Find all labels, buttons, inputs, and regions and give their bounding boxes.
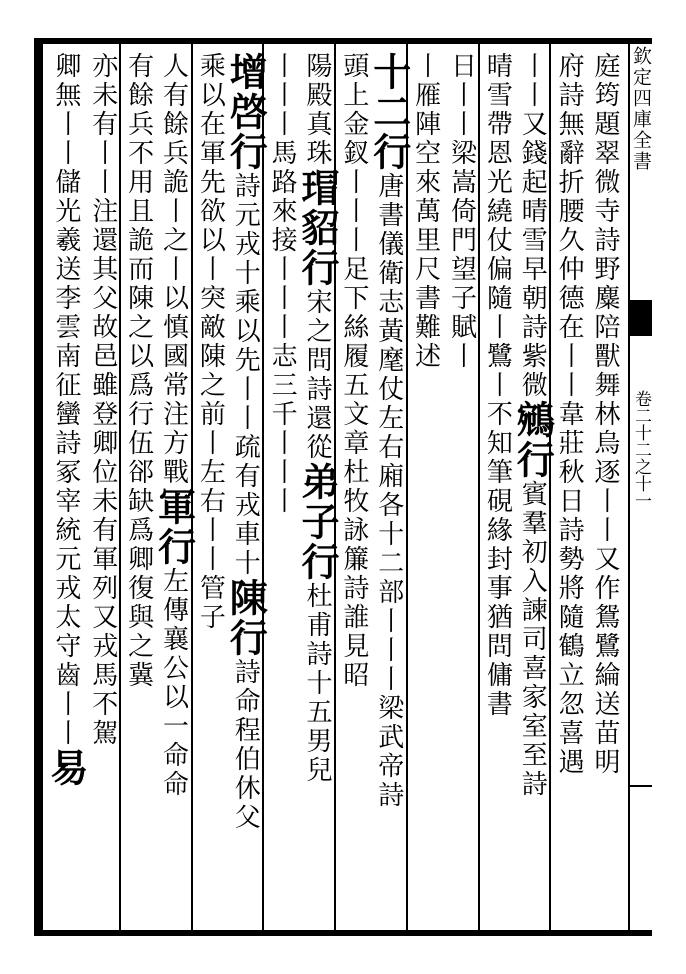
text-segment: 杜甫詩十五男兒 — [302, 582, 332, 785]
text-column — [223, 52, 269, 922]
text-column — [151, 52, 197, 922]
text-segment: 宋之問詩還從 — [302, 288, 332, 462]
text-column — [192, 52, 228, 922]
text-segment: 日丨丨梁嵩倚門望子賦丨 — [446, 52, 477, 371]
fold-divider — [628, 785, 652, 787]
heading-word: 增 — [223, 52, 269, 92]
text-column — [586, 52, 622, 922]
text-segment: 志三千丨丨丨 — [267, 342, 298, 516]
text-segment: 卿無丨丨儲光羲送李雲南征蠻詩冢宰統元戎太守齒丨丨 — [50, 52, 81, 748]
heading-word: 弟 — [295, 462, 340, 502]
text-segment: 人有餘兵詭丨之丨以慎國常注方戰 — [158, 52, 189, 487]
heading-word: 貂行 — [295, 208, 340, 288]
text-segment: 晴雪帶恩光繞仗偏隨丨鷺丨 — [482, 52, 513, 400]
book-title: 欽定四庫全書 — [630, 46, 652, 172]
text-segment: 陽殿真珠 — [302, 52, 332, 168]
text-segment: 詩命程伯休父 — [230, 658, 261, 832]
heading-word: 鵷 — [510, 400, 556, 440]
heading-word: 啓行 — [223, 92, 269, 172]
heading-word: 陳 — [223, 578, 269, 618]
heading-word: 瑁 — [295, 168, 340, 208]
top-border-line — [34, 38, 652, 44]
text-column — [550, 52, 586, 922]
fishtail-mark — [628, 300, 652, 336]
text-segment: 賓羣初入諫司喜家室至詩 — [517, 480, 548, 799]
text-column — [43, 52, 89, 922]
text-column — [120, 52, 156, 922]
text-column — [407, 52, 443, 922]
heading-word: 子行 — [295, 502, 340, 582]
heading-word: 行 — [510, 440, 556, 480]
text-segment: 丨丨又錢起晴雪早朝詩紫微 — [517, 52, 548, 400]
text-segment: 詩元戎十乘以先丨丨疏有戎車十 — [230, 172, 261, 578]
text-column — [263, 52, 299, 922]
text-segment: 有餘兵不用且詭而陳之以爲行伍 — [123, 52, 154, 458]
text-segment: 馬路來接丨丨丨 — [267, 139, 298, 342]
heading-word: 行 — [223, 618, 269, 658]
text-segment: 丨雁陣空來萬里尺書難述 — [410, 52, 441, 371]
text-segment: 左右丨丨管子 — [195, 458, 226, 632]
text-column — [335, 52, 371, 922]
text-segment: 不知筆硯緣封事猶問傭書 — [482, 400, 513, 719]
text-segment: 丨丨丨 — [267, 52, 298, 139]
text-column — [443, 52, 479, 922]
text-segment: 庭筠題翠微寺詩野麋陪獸舞林烏逐丨丨又作鴛鷺綸送苗明 — [590, 52, 620, 777]
text-segment: 唐書儀衛志黃麾仗左右廂各十二部丨丨丨梁武帝詩 — [373, 172, 404, 810]
text-column — [479, 52, 515, 922]
text-column — [366, 52, 412, 922]
text-segment: 乘以在軍先欲以丨突敵陳之前丨 — [195, 52, 226, 458]
left-border-line — [34, 38, 43, 936]
bottom-border-line — [34, 930, 652, 936]
text-segment: 頭上金釵丨丨丨足下絲履五文章杜牧詠簾詩誰見昭 — [338, 52, 369, 690]
text-column — [510, 52, 556, 922]
juan-number: 卷二十二之十一 — [631, 390, 651, 509]
text-segment: 郤缺爲卿復與之冀 — [123, 458, 154, 690]
heading-word: 行 — [151, 527, 197, 567]
text-segment: 左傳襄公以一命命 — [158, 567, 189, 799]
heading-word: 十二行 — [366, 52, 412, 172]
text-column — [84, 52, 120, 922]
text-column — [295, 52, 340, 922]
text-segment: 府詩無辭折腰久仲德在丨丨韋莊秋日詩勢將隨鶴立忽喜遇 — [554, 52, 585, 777]
heading-word: 易 — [43, 748, 89, 788]
text-segment: 亦未有丨丨注還其父故邑雖登卿位未有軍列又戎馬不駕 — [87, 52, 118, 748]
heading-word: 軍 — [151, 487, 197, 527]
